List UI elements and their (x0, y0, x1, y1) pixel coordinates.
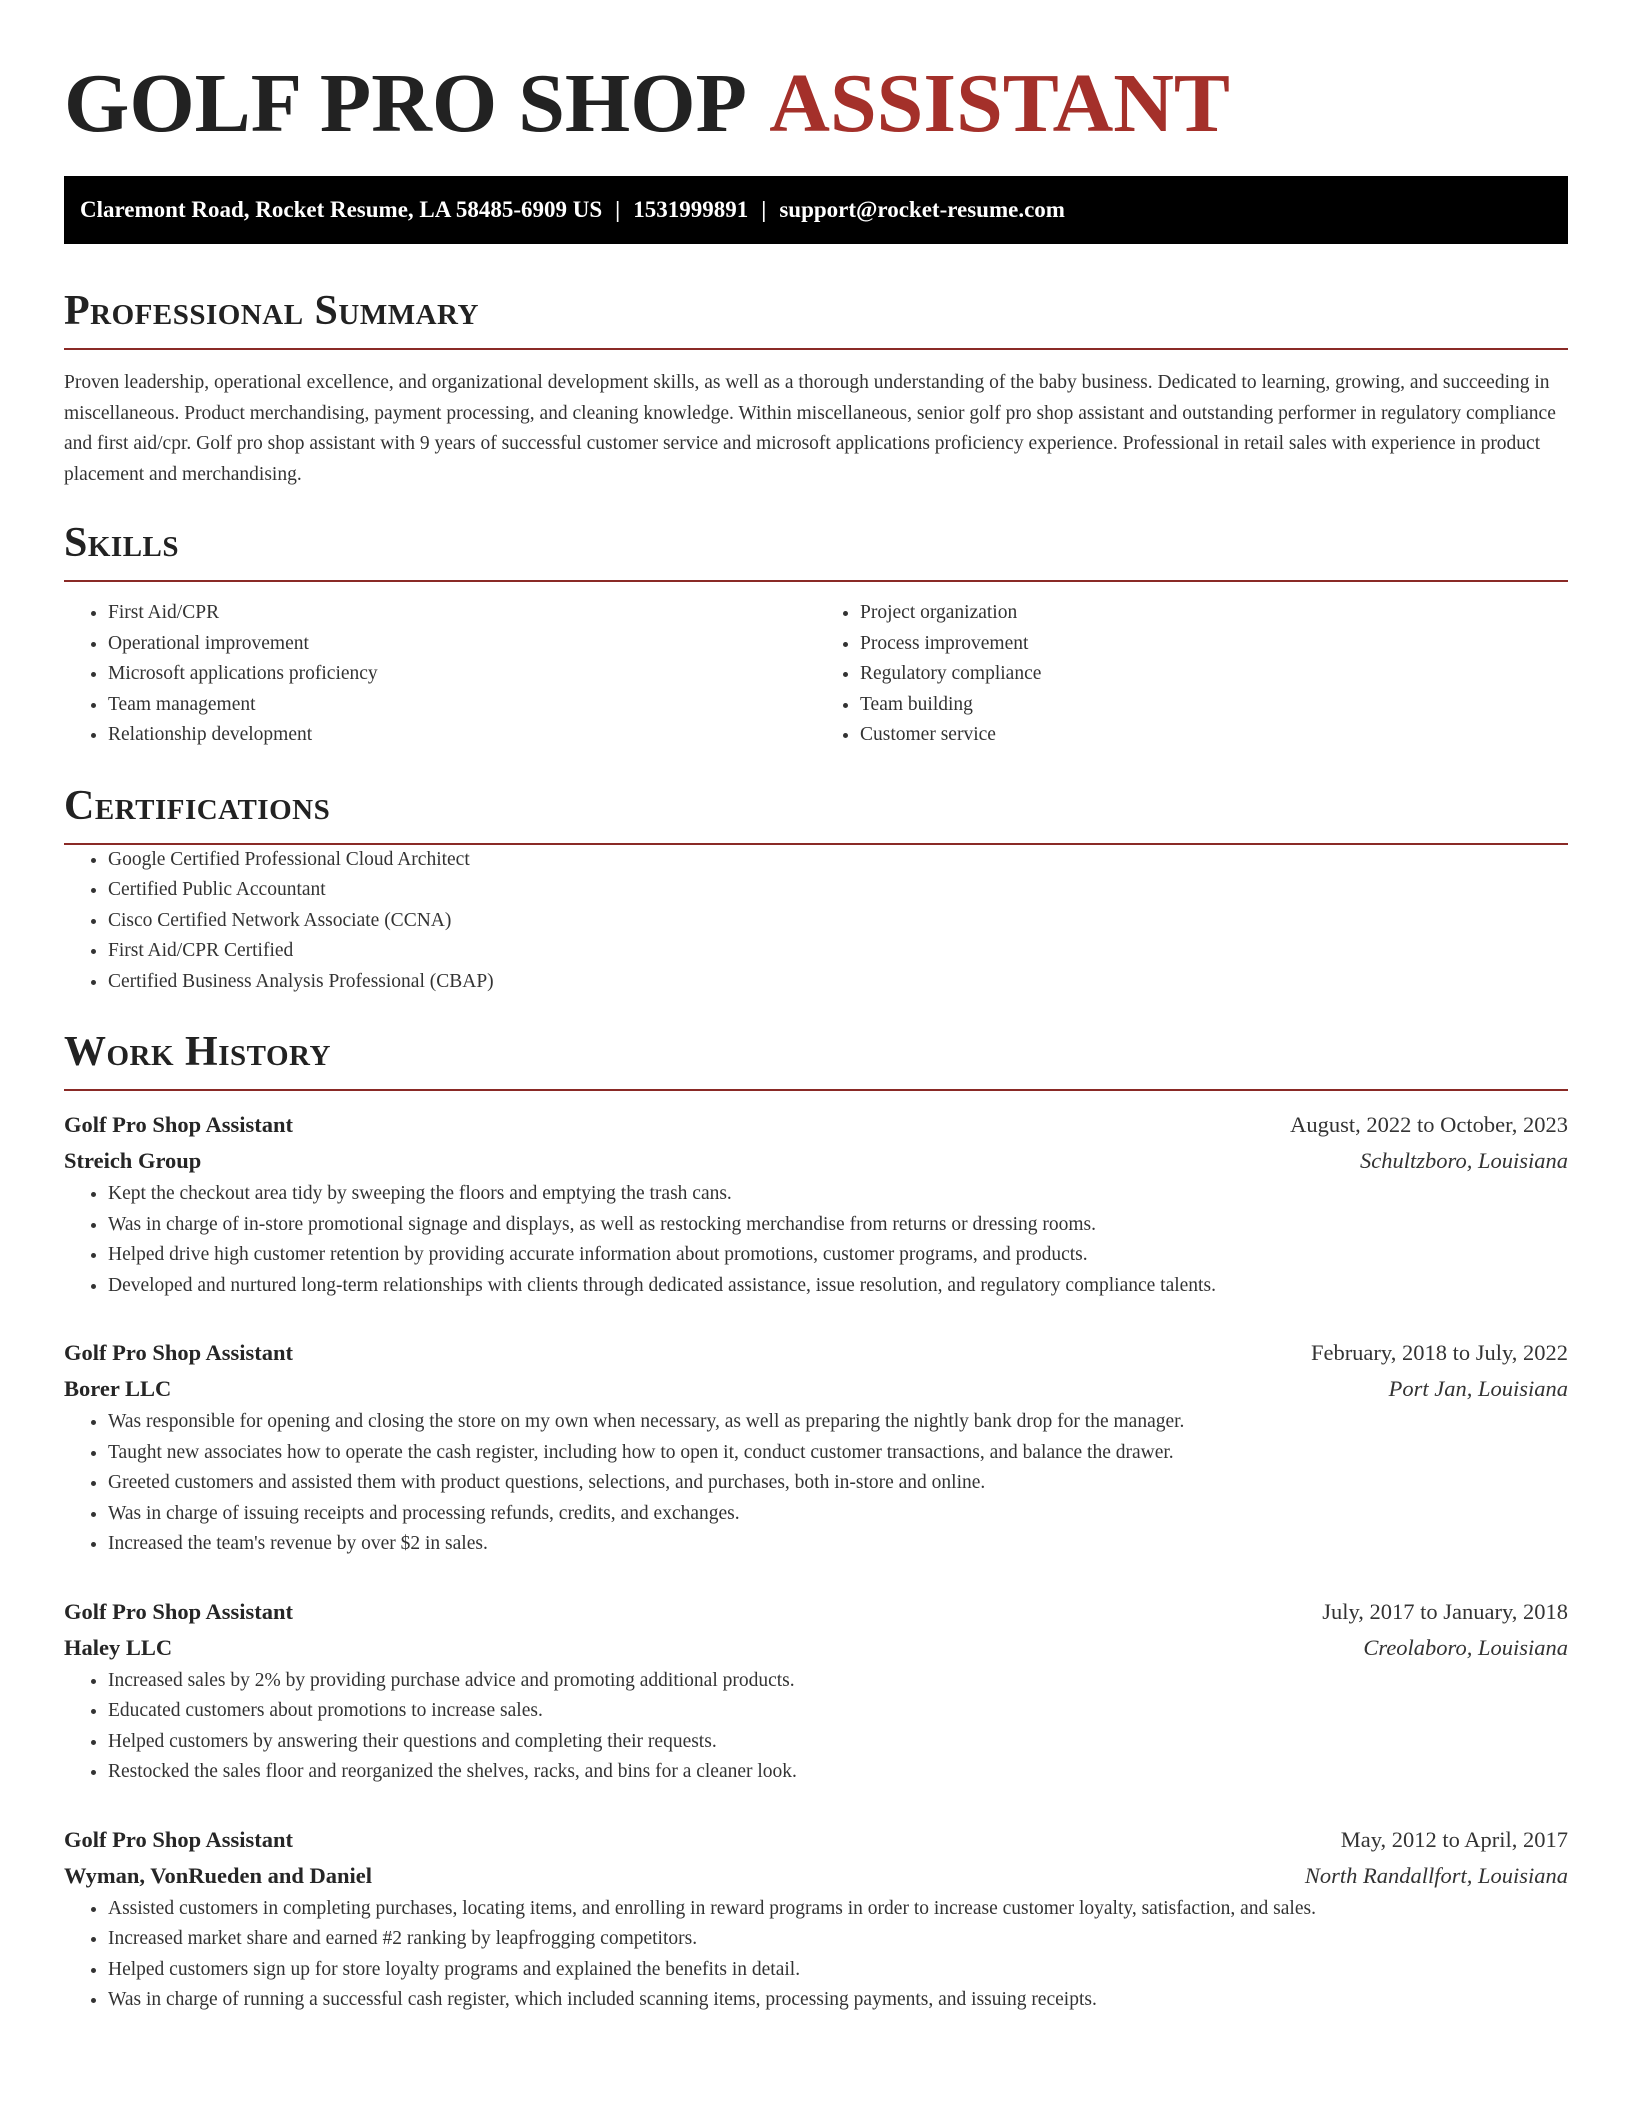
job-company: Wyman, VonRueden and Daniel (64, 1862, 373, 1888)
job-bullet: • Increased sales by 2% by providing purchase advice and promoting additional products. (108, 1666, 1568, 1697)
job-bullet: • Developed and nurtured long-term relationships with clients through dedicated assistance, issue resolution, and regulatory compliance talents. (108, 1271, 1568, 1302)
resume-page (64, 0, 1568, 2016)
skill-item: • Customer service (860, 720, 1568, 751)
job-bullet: • Helped customers by answering their questions and completing their requests. (108, 1727, 1568, 1758)
job-header-row (64, 1107, 1568, 1143)
job-bullet: • Was in charge of running a successful cash register, which included scanning items, processing payments, and issuing receipts. (108, 1985, 1568, 2016)
job-location: North Randallfort, Louisiana (1304, 1862, 1568, 1888)
section-title-work-history: Work History (64, 1029, 331, 1075)
certification-item: • Certified Public Accountant (108, 875, 1568, 906)
certification-item: • Cisco Certified Network Associate (CCNA) (108, 906, 1568, 937)
skill-item: • Process improvement (860, 629, 1568, 660)
contact-separator: | (615, 197, 621, 222)
skill-item: • Regulatory compliance (860, 659, 1568, 690)
job-bullet: • Was in charge of issuing receipts and processing refunds, credits, and exchanges. (108, 1499, 1568, 1530)
skill-item: • Team building (860, 690, 1568, 721)
job-dates: February, 2018 to July, 2022 (1310, 1340, 1568, 1365)
job-company: Haley LLC (64, 1634, 173, 1660)
summary-section (64, 284, 1568, 490)
job-location: Port Jan, Louisiana (1388, 1376, 1568, 1401)
job-bullets (64, 1894, 1568, 2016)
job-header-row (64, 1335, 1568, 1371)
contact-address: Claremont Road, Rocket Resume, LA 58485-6909 US (80, 197, 603, 222)
certification-item: • First Aid/CPR Certified (108, 936, 1568, 967)
section-title-summary: Professional Summary (64, 288, 479, 334)
section-divider (64, 348, 1568, 350)
job-bullet: • Helped drive high customer retention by providing accurate information about promotions, customer programs, and products. (108, 1240, 1568, 1271)
section-title-skills: Skills (64, 520, 180, 566)
job-bullets (64, 1179, 1568, 1301)
job-subheader-row (64, 1143, 1568, 1179)
job-dates: July, 2017 to January, 2018 (1322, 1598, 1568, 1624)
skills-list-right (816, 598, 1568, 751)
job-subheader-row (64, 1858, 1568, 1894)
job-bullet: • Increased the team's revenue by over $2 in sales. (108, 1529, 1568, 1560)
job-bullet: • Increased market share and earned #2 ranking by leapfrogging competitors. (108, 1924, 1568, 1955)
job-header-row (64, 1594, 1568, 1630)
name-last: ASSISTANT (769, 57, 1230, 150)
job-bullet: • Was in charge of in-store promotional signage and displays, as well as restocking merchandise from returns or dressing rooms. (108, 1210, 1568, 1241)
certification-item: • Google Certified Professional Cloud Architect (108, 845, 1568, 876)
skill-item: • Team management (108, 690, 816, 721)
job-bullet: • Kept the checkout area tidy by sweeping the floors and emptying the trash cans. (108, 1179, 1568, 1210)
skills-section (64, 516, 1568, 751)
job-bullet: • Greeted customers and assisted them with product questions, selections, and purchases, both in-store and online. (108, 1468, 1568, 1499)
skills-list-left (64, 598, 816, 751)
contact-separator: | (761, 197, 767, 222)
job-company: Streich Group (64, 1148, 202, 1173)
job-company: Borer LLC (64, 1376, 172, 1401)
resume-name (64, 0, 1568, 150)
certifications-section (64, 779, 1568, 998)
job-bullet: • Was responsible for opening and closing the store on my own when necessary, as well as preparing the nightly bank drop for the manager. (108, 1407, 1568, 1438)
job-bullet: • Educated customers about promotions to increase sales. (108, 1696, 1568, 1727)
skill-item: • Relationship development (108, 720, 816, 751)
job-bullet: • Taught new associates how to operate the cash register, including how to open it, conduct customer transactions, and balance the drawer. (108, 1438, 1568, 1469)
contact-phone: 1531999891 (633, 197, 749, 222)
skill-item: • First Aid/CPR (108, 598, 816, 629)
job-dates: August, 2022 to October, 2023 (1290, 1112, 1568, 1137)
job-title: Golf Pro Shop Assistant (64, 1340, 294, 1365)
job-bullets (64, 1407, 1568, 1560)
name-first: GOLF PRO SHOP (64, 57, 743, 150)
skill-item: • Project organization (860, 598, 1568, 629)
section-divider (64, 580, 1568, 582)
job-header-row (64, 1822, 1568, 1858)
job-title: Golf Pro Shop Assistant (64, 1598, 294, 1624)
job-entry (64, 1594, 1568, 1788)
skill-item: • Microsoft applications proficiency (108, 659, 816, 690)
job-subheader-row (64, 1630, 1568, 1666)
work-history-section (64, 1025, 1568, 2016)
job-entry (64, 1335, 1568, 1560)
contact-bar (64, 176, 1568, 244)
job-bullet: • Helped customers sign up for store loyalty programs and explained the benefits in detail. (108, 1955, 1568, 1986)
contact-email[interactable]: support@rocket-resume.com (779, 197, 1065, 222)
job-title: Golf Pro Shop Assistant (64, 1112, 294, 1137)
job-entry (64, 1822, 1568, 2016)
summary-text: Proven leadership, operational excellence, and organizational development skills, as well as a thorough understanding of the baby business. Dedicated to learning, growing, and succeeding in miscellaneous. Product merchandising, payment processing, and cleaning knowledge. Within miscellaneous, senior golf pro shop assistant and outstanding performer in regulatory compliance and first aid/cpr. Golf pro shop assistant with 9 years of successful customer service and microsoft applications proficiency experience. Professional in retail sales with experience in product placement and merchandising. (64, 372, 1556, 485)
skill-item: • Operational improvement (108, 629, 816, 660)
job-location: Schultzboro, Louisiana (1360, 1148, 1568, 1173)
job-title: Golf Pro Shop Assistant (64, 1826, 294, 1852)
job-bullets (64, 1666, 1568, 1788)
job-entry (64, 1107, 1568, 1301)
skills-columns (64, 598, 1568, 751)
section-divider (64, 1089, 1568, 1091)
job-subheader-row (64, 1371, 1568, 1407)
job-bullet: • Restocked the sales floor and reorganized the shelves, racks, and bins for a cleaner look. (108, 1757, 1568, 1788)
section-title-certifications: Certifications (64, 782, 331, 829)
job-bullet: • Assisted customers in completing purchases, locating items, and enrolling in reward programs in order to increase customer loyalty, satisfaction, and sales. (108, 1894, 1568, 1925)
job-location: Creolaboro, Louisiana (1363, 1634, 1568, 1660)
certification-item: • Certified Business Analysis Professional (CBAP) (108, 967, 1568, 998)
certifications-list (64, 845, 1568, 998)
job-dates: May, 2012 to April, 2017 (1340, 1826, 1568, 1852)
